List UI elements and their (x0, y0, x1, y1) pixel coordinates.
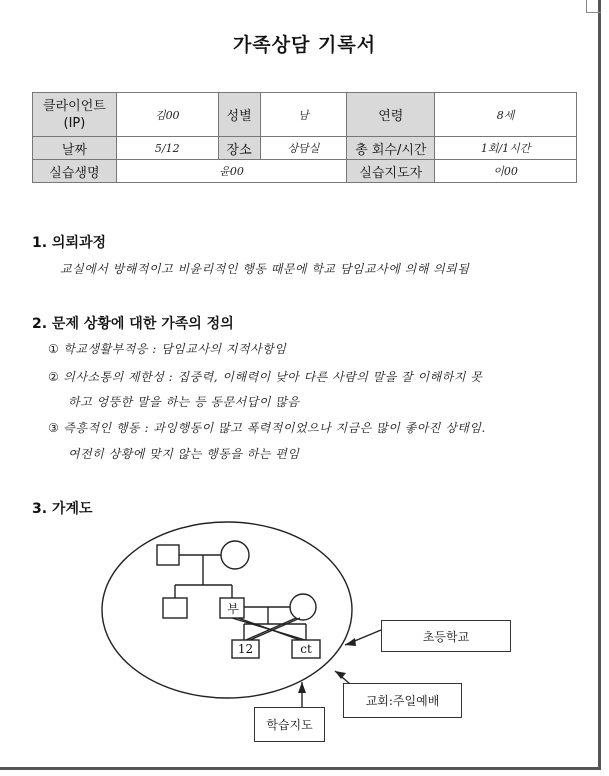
church-box: 교회:주일예배 (343, 683, 462, 718)
date-value: 5/12 (116, 137, 218, 160)
relation-line-4 (246, 618, 296, 640)
uncle-square (163, 598, 187, 618)
age-value: 8세 (435, 93, 577, 137)
sessions-value: 1회/1시간 (435, 137, 577, 160)
page-title: 가족상담 기록서 (232, 34, 377, 56)
practice-box: 학습지도 (254, 707, 325, 742)
grandmother-circle (221, 541, 249, 569)
supervisor-label: 실습지도자 (347, 160, 435, 183)
child1-label: 12 (237, 642, 254, 656)
item2-text: 의사소통의 제한성 : 집중력, 이해력이 낮아 다른 사람의 말을 잘 이해하지 못 (63, 370, 483, 384)
mother-circle (290, 594, 316, 620)
item1-text: 학교생활부적응 : 담임교사의 지적사항임 (63, 342, 287, 356)
item2-num: ② (48, 370, 60, 384)
relation-line-2 (238, 618, 300, 640)
student-label: 실습생명 (33, 160, 117, 183)
supervisor-value: 이00 (435, 160, 577, 183)
student-value: 윤00 (116, 160, 347, 183)
item3-text-cont: 여전히 상황에 맞지 않는 행동을 하는 편임 (68, 447, 300, 461)
client-label-ct: ct (300, 642, 312, 656)
item1-num: ① (48, 342, 60, 356)
client-label: 클라이언트 (IP) (33, 93, 117, 137)
section3-heading: 3. 가계도 (32, 501, 93, 517)
school-box: 초등학교 (381, 620, 511, 652)
date-label: 날짜 (33, 137, 117, 160)
grandfather-square (157, 545, 179, 565)
sex-value: 남 (260, 93, 347, 137)
item3-text: 즉흥적인 행동 : 과잉행동이 많고 폭력적이었으나 지금은 많이 좋아진 상태임. (63, 421, 486, 435)
item2-text-cont: 하고 엉뚱한 말을 하는 등 동문서답이 많음 (68, 395, 300, 409)
item3-num: ③ (48, 421, 60, 435)
section2-heading: 2. 문제 상황에 대한 가족의 정의 (32, 316, 234, 332)
place-value: 상담실 (260, 137, 347, 160)
place-label: 장소 (218, 137, 260, 160)
section1-text: 교실에서 방해적이고 비윤리적인 행동 때문에 학교 담임교사에 의해 의뢰됨 (60, 262, 470, 276)
section1-heading: 1. 의뢰과정 (32, 235, 107, 251)
age-label: 연령 (347, 93, 435, 137)
sessions-label: 총 회수/시간 (347, 137, 435, 160)
sex-label: 성별 (218, 93, 260, 137)
father-label: 부 (227, 601, 239, 616)
client-value: 김00 (116, 93, 218, 137)
